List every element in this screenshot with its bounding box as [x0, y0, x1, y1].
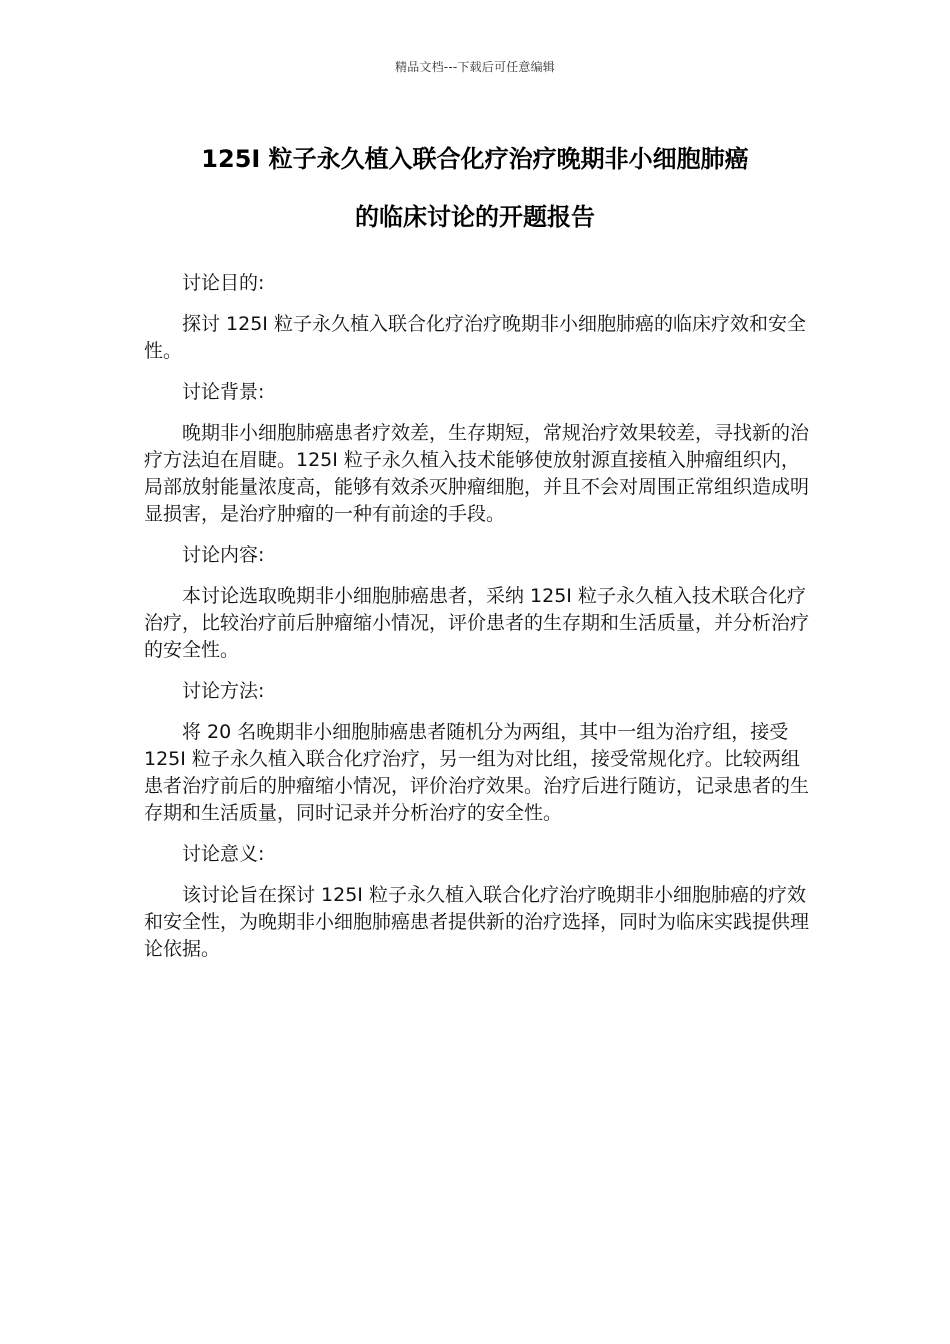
section-body-purpose: 探讨 125I 粒子永久植入联合化疗治疗晚期非小细胞肺癌的临床疗效和安全性。 [144, 313, 806, 362]
document-body [144, 270, 809, 977]
section-heading-method: 讨论方法: [182, 680, 265, 702]
section-heading-significance: 讨论意义: [182, 843, 265, 865]
title-line-1: 125I 粒子永久植入联合化疗治疗晚期非小细胞肺癌 [201, 145, 749, 173]
section-heading-purpose: 讨论目的: [182, 272, 265, 294]
section-body-significance: 该讨论旨在探讨 125I 粒子永久植入联合化疗治疗晚期非小细胞肺癌的疗效和安全性，为晚期非小细胞肺癌患者提供新的治疗选择，同时为临床实践提供理论依据。 [144, 884, 810, 960]
title-line-2: 的临床讨论的开题报告 [355, 203, 595, 231]
section-body-background: 晚期非小细胞肺癌患者疗效差，生存期短，常规治疗效果较差，寻找新的治疗方法迫在眉睫。125I 粒子永久植入技术能够使放射源直接植入肿瘤组织内，局部放射能量浓度高，能够有效杀灭肿瘤细胞，并且不会对周围正常组织造成明显损害，是治疗肿瘤的一种有前途的手段。 [144, 422, 810, 525]
section-heading-background: 讨论背景: [182, 381, 265, 403]
section-body-method: 将 20 名晚期非小细胞肺癌患者随机分为两组，其中一组为治疗组，接受 125I 粒子永久植入联合化疗治疗，另一组为对比组，接受常规化疗。比较两组患者治疗前后的肿瘤缩小情况，评价治疗效果。治疗后进行随访，记录患者的生存期和生活质量，同时记录并分析治疗的安全性。 [144, 721, 810, 824]
header-note: 精品文档---下载后可任意编辑 [395, 60, 555, 74]
section-body-content: 本讨论选取晚期非小细胞肺癌患者，采纳 125I 粒子永久植入技术联合化疗治疗，比较治疗前后肿瘤缩小情况，评价患者的生存期和生活质量，并分析治疗的安全性。 [144, 585, 810, 661]
section-heading-content: 讨论内容: [182, 544, 265, 566]
document-title [120, 130, 830, 246]
